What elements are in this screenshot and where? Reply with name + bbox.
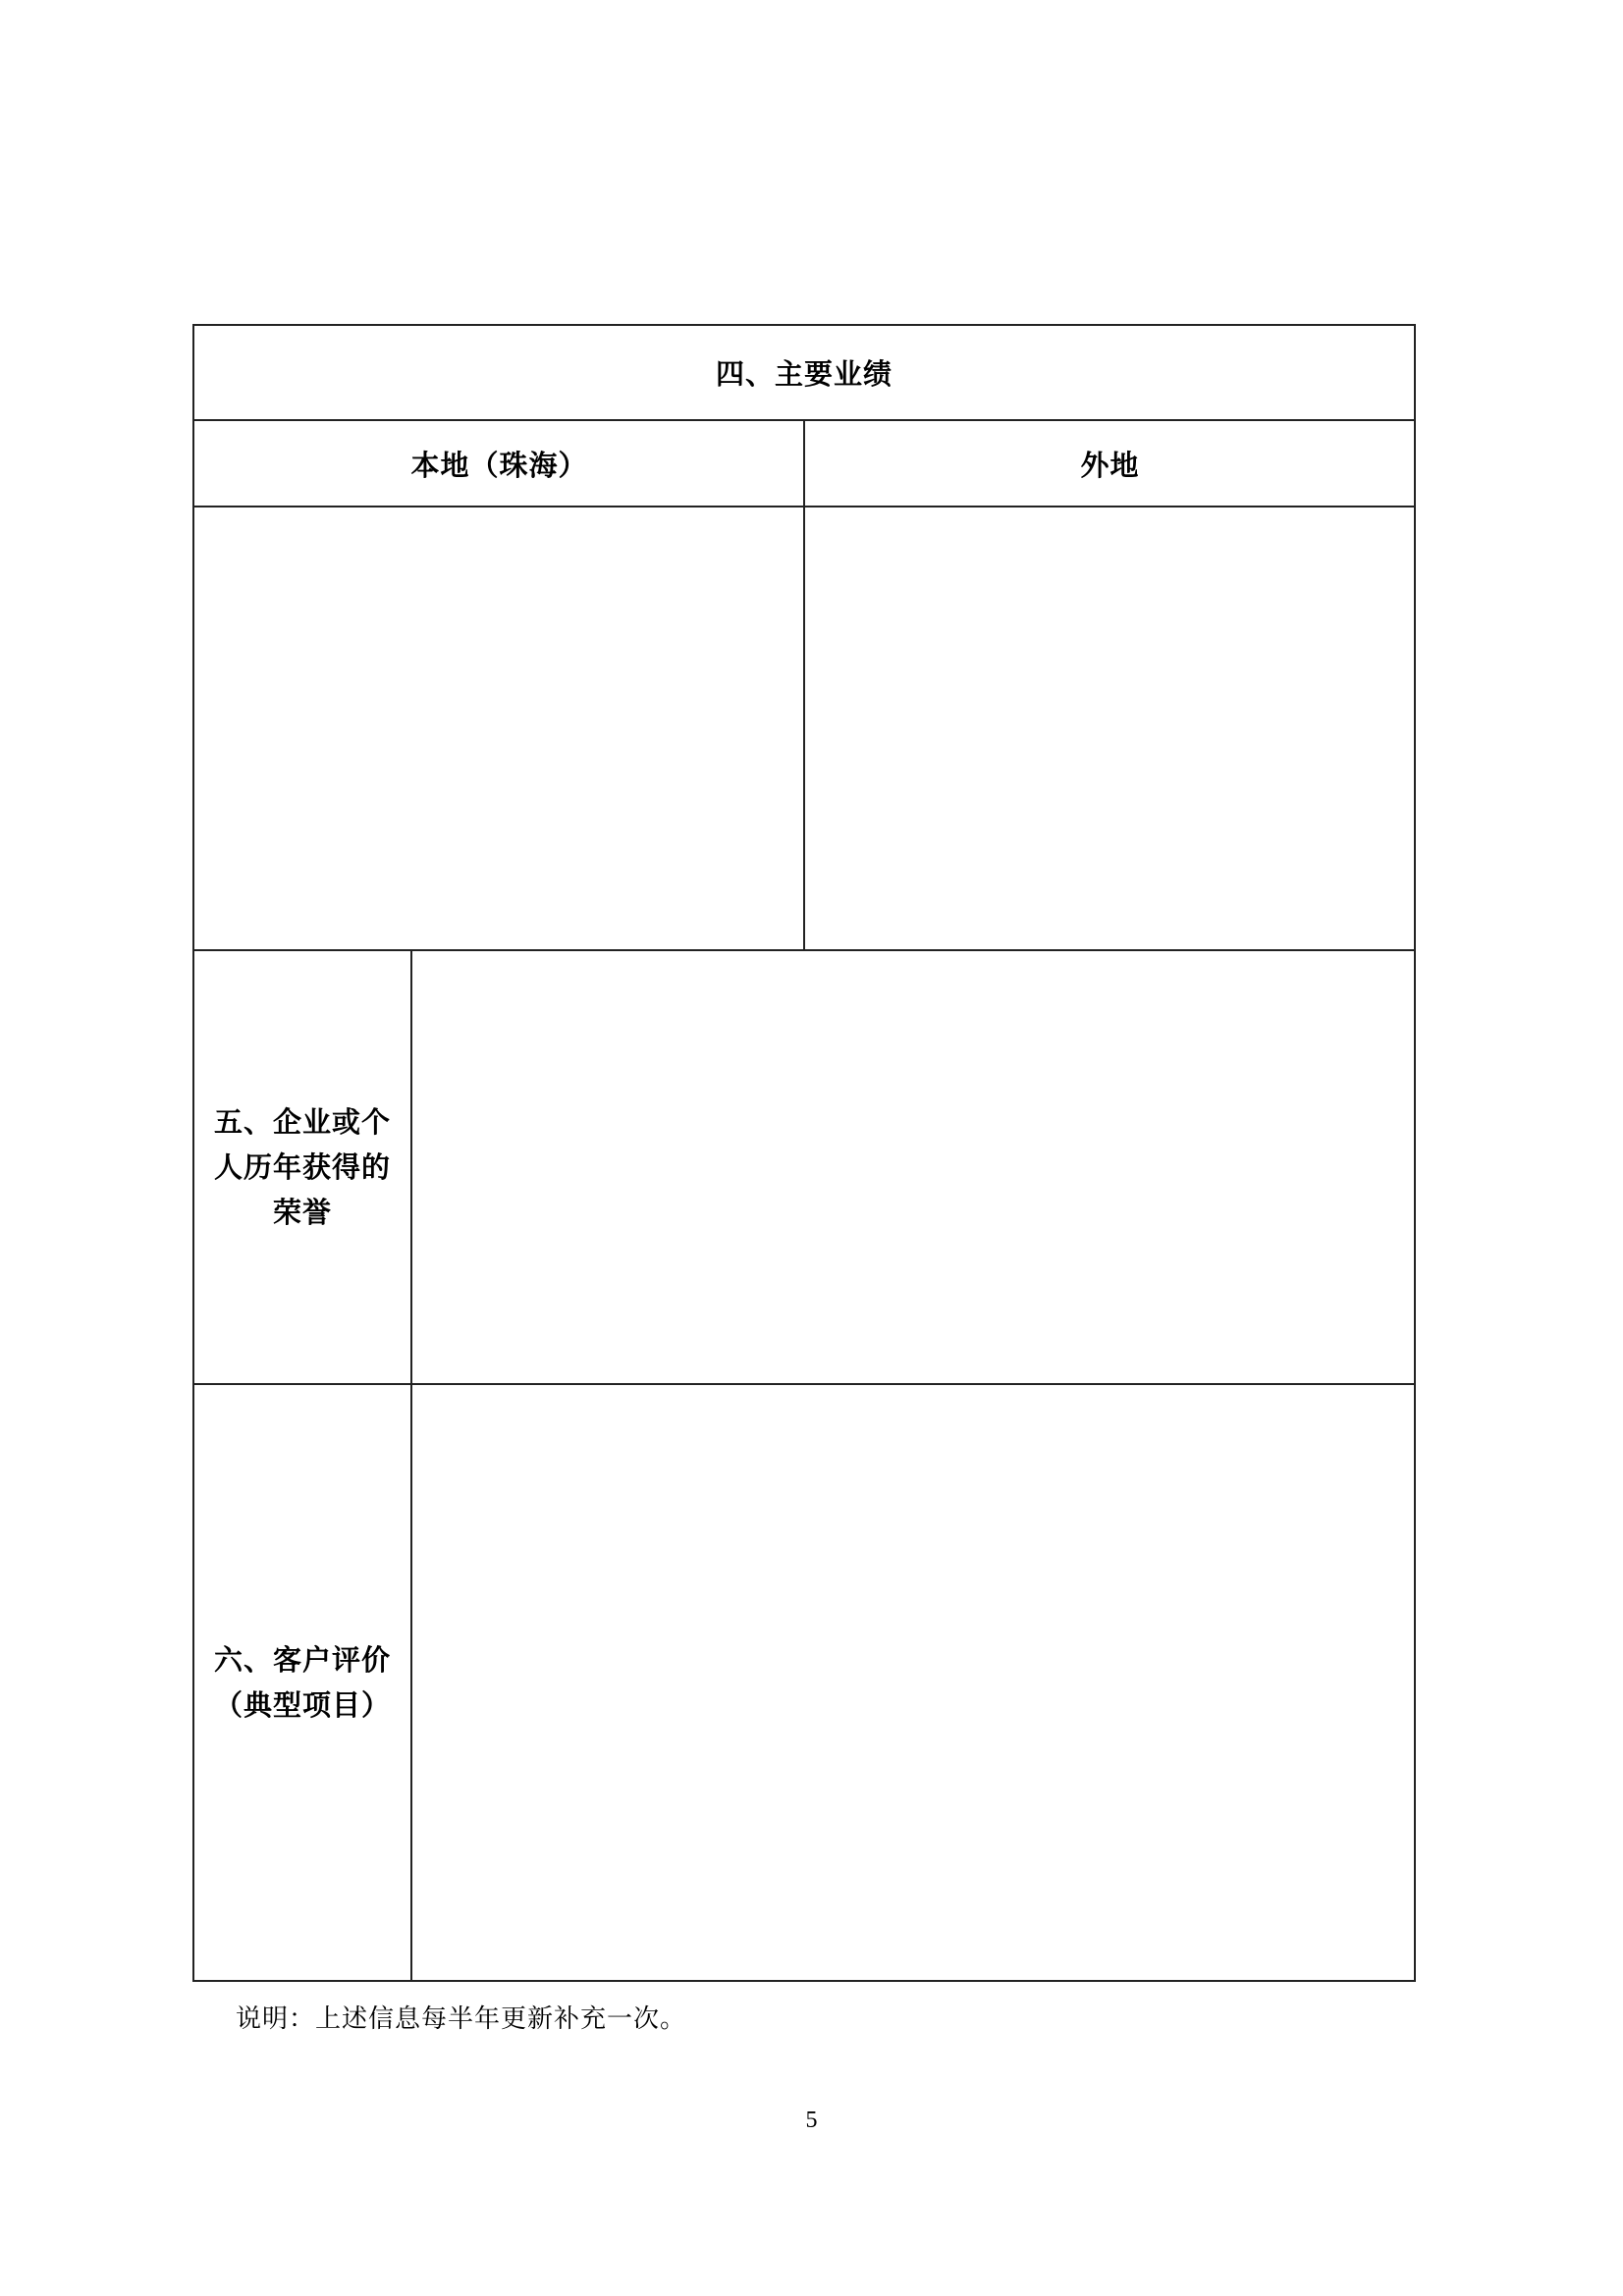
col-header-local: 本地（珠海） (410, 448, 588, 482)
column-divider (803, 419, 805, 949)
other-performance-field[interactable] (806, 507, 1414, 949)
client-review-field[interactable] (412, 1385, 1414, 1980)
col-header-local-cell (194, 421, 804, 506)
section-five-label-cell (194, 951, 410, 1383)
local-performance-field[interactable] (194, 507, 803, 949)
section-four-title-cell (194, 326, 1414, 419)
honors-field[interactable] (412, 951, 1414, 1383)
section-six-label: 六、客户评价 （典型项目） (213, 1643, 391, 1722)
note-text: 说明：上述信息每半年更新补充一次。 (236, 2004, 687, 2034)
section-six-label-cell (194, 1385, 410, 1980)
page-number: 5 (805, 2108, 818, 2133)
info-form-table (192, 324, 1416, 1982)
section-four-title: 四、主要业绩 (715, 357, 893, 391)
col-header-other-cell (806, 421, 1414, 506)
col-header-other: 外地 (1080, 448, 1140, 482)
section-five-label: 五、企业或个 人历年获得的 荣誉 (213, 1105, 391, 1229)
